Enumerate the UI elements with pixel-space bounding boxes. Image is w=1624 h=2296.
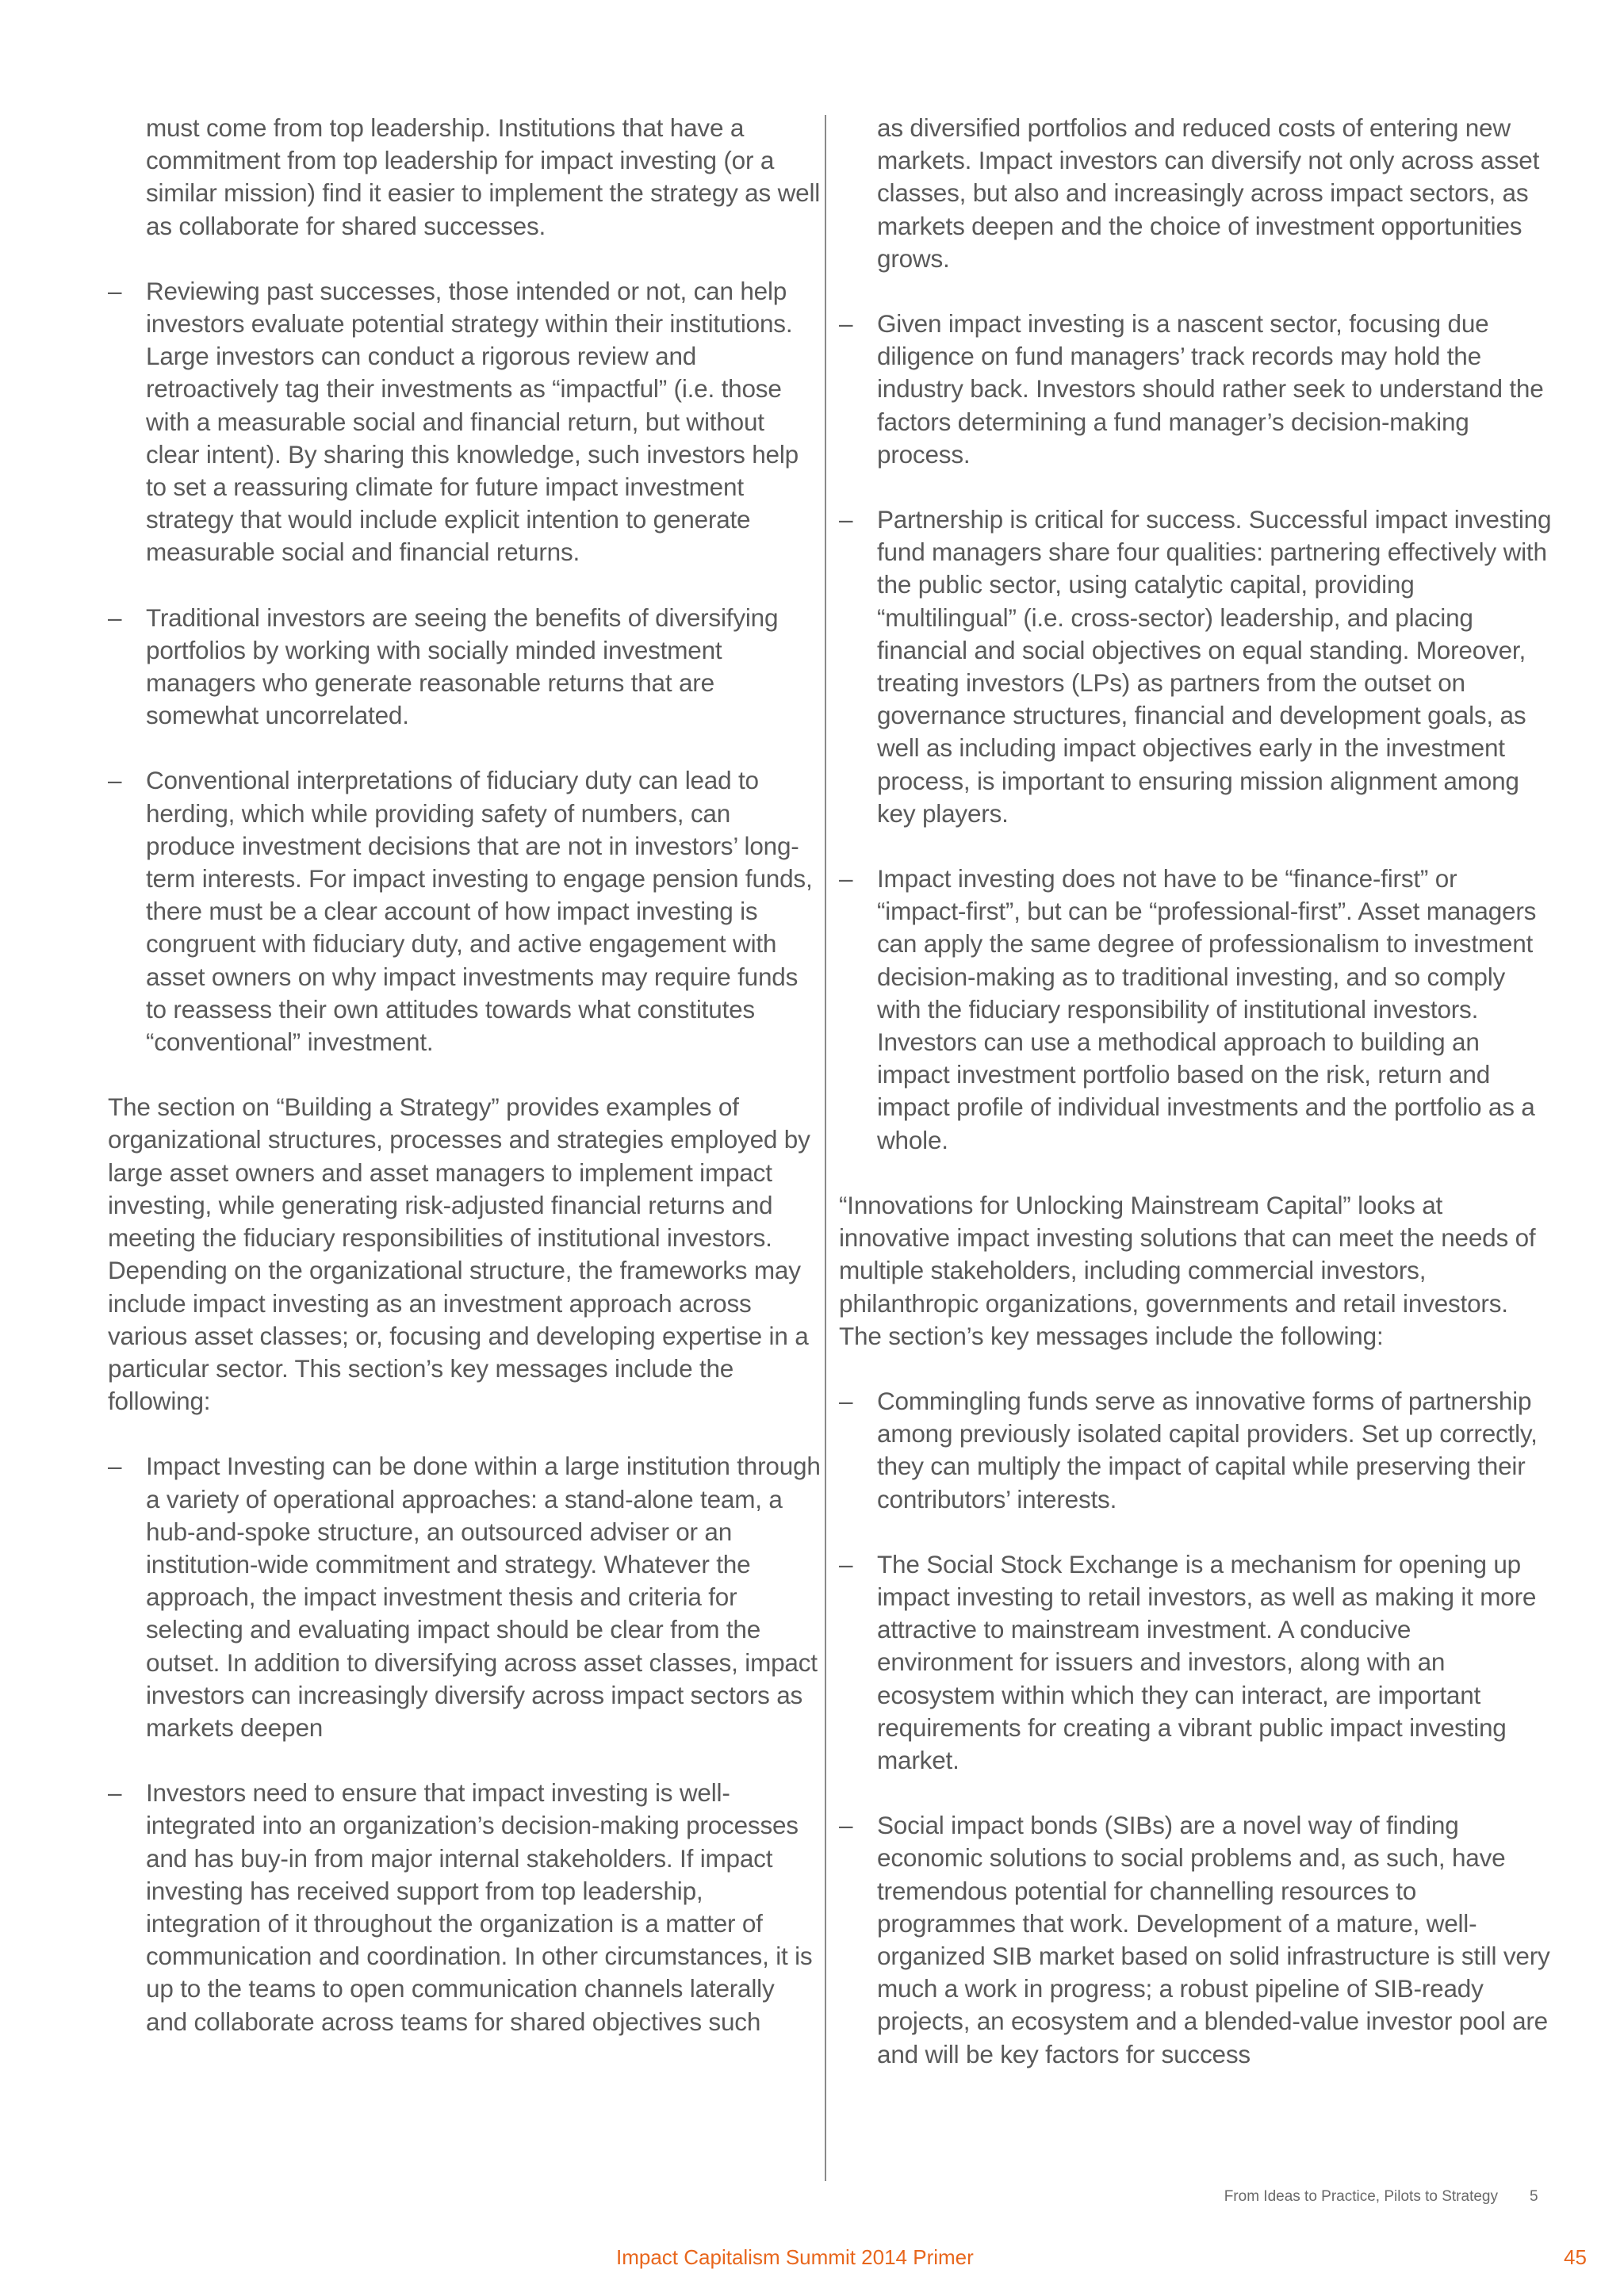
bullet-dash: –	[839, 309, 853, 339]
column-divider	[825, 115, 826, 2181]
bullet-item	[839, 1385, 1553, 1516]
bullet-dash: –	[108, 603, 122, 632]
bullet-dash: –	[108, 276, 122, 305]
bullet-text: Commingling funds serve as innovative forms of partnership among previously isolated capital providers. Set up correctly, they can multiply the impact of capital while preserving their contributors’ interests.	[877, 1386, 1538, 1513]
bullet-item	[839, 308, 1553, 471]
bullet-item	[108, 602, 822, 733]
bullet-text: Investors need to ensure that impact investing is well-integrated into an organization’s decision-making processes and has buy-in from major internal stakeholders. If impact investing has received support from top leadership, integration of it throughout the organization is a matter of communication and coordination. In other circumstances, it is up to the teams to open communication channels laterally and collaborate across teams for shared objectives such	[146, 1778, 813, 2036]
continued-bullet-text: as diversified portfolios and reduced costs of entering new markets. Impact investors can diversify not only across asset classes, but also and increasingly across impact sectors, as markets deepen and the choice of investment opportunities grows.	[877, 113, 1540, 273]
bullet-item	[108, 275, 822, 569]
footer-section-title: From Ideas to Practice, Pilots to Strategy	[1224, 2188, 1498, 2205]
bullet-item	[839, 1548, 1553, 1777]
bullet-text: Given impact investing is a nascent sector, focusing due diligence on fund managers’ track records may hold the industry back. Investors should rather seek to understand the factors determining a fund manager’s decision-making process.	[877, 309, 1544, 469]
bullet-dash: –	[108, 1452, 122, 1481]
section-paragraph: “Innovations for Unlocking Mainstream Capital” looks at innovative impact investing solutions that can meet the needs of multiple stakeholders, including commercial investors, philanthropic organizations, governments and retail investors. The section’s key messages include the following:	[839, 1190, 1536, 1350]
bullet-dash: –	[108, 1778, 122, 1808]
bullet-item	[839, 1809, 1553, 2071]
bullet-text: Social impact bonds (SIBs) are a novel way of finding economic solutions to social problems and, as such, have tremendous potential for channelling resources to programmes that work. Development of a mature, well-organized SIB market based on solid infrastructure is still very much a work in progress; a robust pipeline of SIB-ready projects, an ecosystem and a blended-value investor pool are and will be key factors for success	[877, 1811, 1550, 2068]
footer-page-number: 45	[1564, 2245, 1587, 2269]
bullet-item	[839, 503, 1553, 830]
right-column	[839, 112, 1553, 2103]
bullet-item	[839, 863, 1553, 1157]
section-paragraph: The section on “Building a Strategy” provides examples of organizational structures, processes and strategies employed by large asset owners and asset managers to implement impact investing, while generating risk-adjusted financial returns and meeting the fiduciary responsibilities of institutional investors. Depending on the organizational structure, the frameworks may include impact investing as an investment approach across various asset classes; or, focusing and developing expertise in a particular sector. This section’s key messages include the following:	[108, 1093, 810, 1416]
bullet-dash: –	[108, 766, 122, 795]
bullet-text: Partnership is critical for success. Successful impact investing fund managers share four qualities: partnering effectively with the public sector, using catalytic capital, providing “multilingual” (i.e. cross-sector) leadership, and placing financial and social objectives on equal standing. Moreover, treating investors (LPs) as partners from the outset on governance structures, financial and development goals, as well as including impact objectives early in the investment process, is important to ensuring mission alignment among key players.	[877, 505, 1552, 828]
bullet-text: Conventional interpretations of fiduciary duty can lead to herding, which while providing safety of numbers, can produce investment decisions that are not in investors’ long-term interests. For impact investing to engage pension funds, there must be a clear account of how impact investing is congruent with fiduciary duty, and active engagement with asset owners on why impact investments may require funds to reassess their own attitudes towards what constitutes “conventional” investment.	[146, 766, 813, 1057]
bullet-text: Traditional investors are seeing the benefits of diversifying portfolios by working with socially minded investment managers who generate reasonable returns that are somewhat uncorrelated.	[146, 603, 779, 730]
bullet-dash: –	[839, 1811, 853, 1840]
bullet-text: The Social Stock Exchange is a mechanism for opening up impact investing to retail investors, as well as making it more attractive to mainstream investment. A conducive environment for issuers and investors, along with an ecosystem within which they can interact, are important requirements for creating a vibrant public impact investing market.	[877, 1549, 1537, 1774]
footer-section-number: 5	[1530, 2188, 1538, 2205]
bullet-text: Reviewing past successes, those intended or not, can help investors evaluate potential strategy within their institutions. Large investors can conduct a rigorous review and retroactively tag their investments as “impactful” (i.e. those with a measurable social and financial return, but without clear intent). By sharing this knowledge, such investors help to set a reassuring climate for future impact investment strategy that would include explicit intention to generate measurable social and financial returns.	[146, 276, 799, 567]
left-column	[108, 112, 822, 2071]
bullet-item	[108, 1450, 822, 1744]
bullet-text: Impact investing does not have to be “finance-first” or “impact-first”, but can be “professional-first”. Asset managers can apply the same degree of professionalism to investment decision-making as to traditional investing, and so comply with the fiduciary responsibility of institutional investors. Investors can use a methodical approach to building an impact investment portfolio based on the risk, return and impact profile of individual investments and the portfolio as a whole.	[877, 864, 1537, 1154]
bullet-item	[108, 764, 822, 1058]
continued-bullet-text: must come from top leadership. Institutions that have a commitment from top leadership for impact investing (or a similar mission) find it easier to implement the strategy as well as collaborate for shared successes.	[146, 113, 821, 240]
bullet-dash: –	[839, 505, 853, 534]
bullet-dash: –	[839, 864, 853, 894]
bullet-dash: –	[839, 1386, 853, 1415]
bullet-text: Impact Investing can be done within a large institution through a variety of operational approaches: a stand-alone team, a hub-and-spoke structure, an outsourced adviser or an institution-wide commitment and strategy. Whatever the approach, the impact investment thesis and criteria for selecting and evaluating impact should be clear from the outset. In addition to diversifying across asset classes, impact investors can increasingly diversify across impact sectors as markets deepen	[146, 1452, 821, 1742]
footer-document-title: Impact Capitalism Summit 2014 Primer	[616, 2245, 974, 2269]
bullet-dash: –	[839, 1549, 853, 1578]
bullet-item	[108, 1777, 822, 2038]
